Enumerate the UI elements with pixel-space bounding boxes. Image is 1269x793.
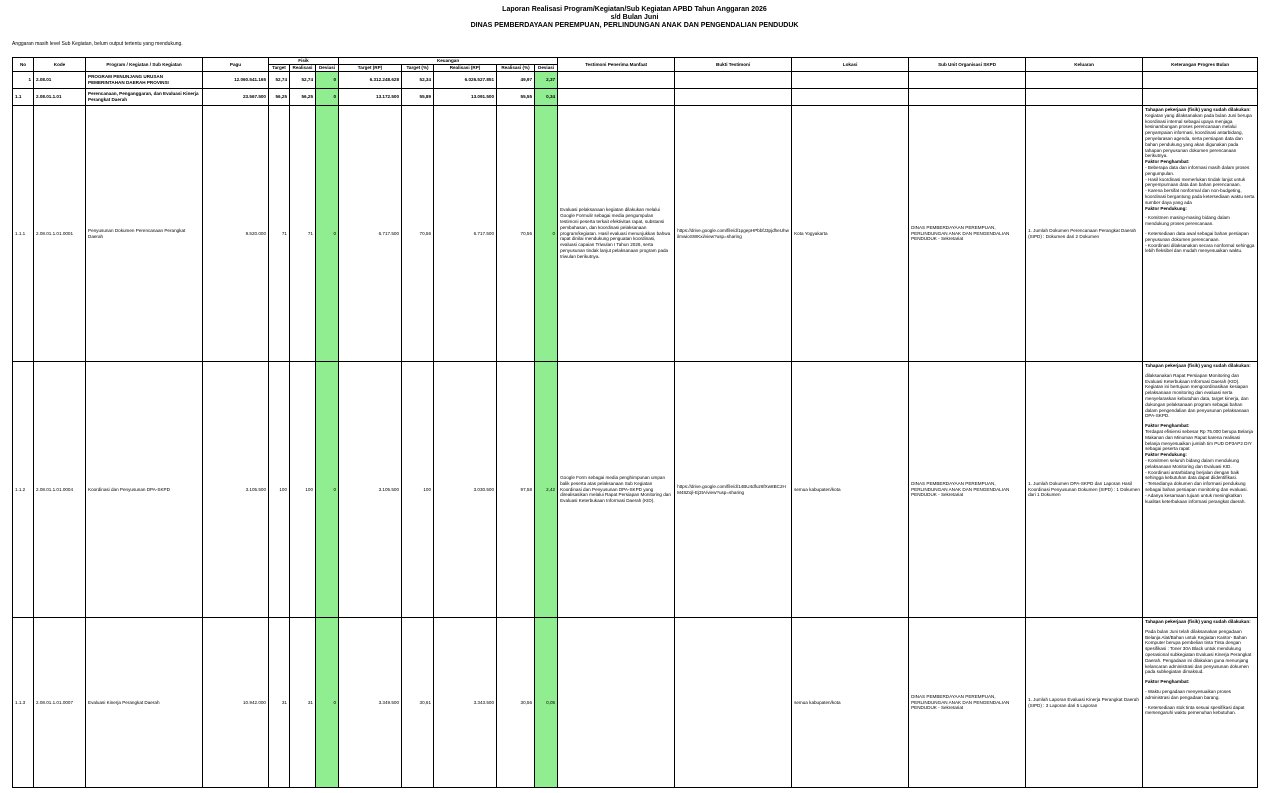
col-keu-deviasi: Deviasi <box>535 65 558 72</box>
progress-heading: Faktor Penghambat: <box>1145 159 1190 165</box>
cell-lokasi <box>792 89 909 106</box>
cell-keu-target-pct: 100 <box>402 362 434 618</box>
progress-line: - Koordinasi dilaksanakan secara nonformal sehingga lebih fleksibel dan mudah menyesuaikan waktu. <box>1145 242 1255 254</box>
cell-keu-deviasi: 2,42 <box>535 362 558 618</box>
col-keluaran: Keluaran <box>1026 58 1143 72</box>
progress-heading: Faktor Pendukung: <box>1145 452 1187 458</box>
cell-testimoni: Evaluasi pelaksanaan kegiatan dilakukan melalui Google Formulir sebagai media pengumpulan testimoni peserta terkait efektivitas rapat, substansi pembahasan, dan koordinasi pelaksanaan program/kegiatan. Hasil evaluasi menunjukkan bahwa rapat dinilai mendukung penguatan koordinasi, evaluasi capaian Triwulan I Tahun 2026, serta penyusunan tindak lanjut pelaksanaan program pada triwulan berikutnya. <box>558 106 675 362</box>
cell-keu-target-pct: 70,56 <box>402 106 434 362</box>
cell-keterangan <box>1143 72 1258 89</box>
cell-program: PROGRAM PENUNJANG URUSAN PEMERINTAHAN DAERAH PROVINSI <box>86 72 203 89</box>
cell-keu-target-pct: 30,61 <box>402 618 434 788</box>
report-note: Anggaran masih level Sub Kegiatan, belum output tertentu yang mendukung. <box>12 41 183 47</box>
progress-line: - Komitmen masing-masing bidang dalam mendukung proses perencanaan. <box>1145 215 1230 227</box>
cell-no: 1.1.1 <box>13 106 34 362</box>
cell-bukti <box>675 72 792 89</box>
col-lokasi: Lokasi <box>792 58 909 72</box>
cell-keu-target-rp: 3.105.500 <box>339 362 402 618</box>
cell-program: Penyusunan Dokumen Perencanaan Perangkat Daerah <box>86 106 203 362</box>
cell-no: 1.1.2 <box>13 362 34 618</box>
cell-bukti: https://drive.google.com/file/d/1pgepHPbbfJ3pjdheUhwilmwioSWKxi/view?usp=sharing <box>675 106 792 362</box>
cell-testimoni: Google Form sebagai media penghimpunan umpan balik peserta atas pelaksanaan Sub Kegiatan Koordinasi dan Penyusunan DPA-SKPD yang direalisasikan melalui Rapat Persiapan Monitoring dan Evaluasi Keterbukaan Informasi Daerah (KID). <box>558 362 675 618</box>
cell-keluaran: 1. Jumlah Dokumen Perencanaan Perangkat Daerah (SIPD) : Dokumen dari 2 Dokumen <box>1026 106 1143 362</box>
cell-no: 1.1 <box>13 89 34 106</box>
col-keu-target-pct: Target (%) <box>402 65 434 72</box>
cell-fisik-realisasi: 71 <box>290 106 316 362</box>
cell-keterangan <box>1143 106 1258 362</box>
cell-pagu: 3.105.500 <box>203 362 269 618</box>
cell-keluaran <box>1026 72 1143 89</box>
cell-fisik-deviasi: 0 <box>316 362 339 618</box>
cell-bukti <box>675 89 792 106</box>
progress-line: - Waktu pengadaan menyesuaikan proses administrasi dan pengadaan barang. <box>1145 688 1231 700</box>
cell-keu-target-rp: 3.349.500 <box>339 618 402 788</box>
cell-fisik-realisasi: 52,74 <box>290 72 316 89</box>
cell-subunit: DINAS PEMBERDAYAAN PEREMPUAN, PERLINDUNGAN ANAK DAN PENGENDALIAN PENDUDUK - Sekretariat <box>909 618 1026 788</box>
progress-line: - Ketersediaan data awal sebagai bahan persiapan penyusunan dokumen perencanaan. <box>1145 230 1249 242</box>
progress-heading: Tahapan pekerjaan (fisik) yang sudah dilakukan: <box>1145 107 1251 112</box>
col-fisik-realisasi: Realisasi <box>290 65 316 72</box>
cell-keu-realisasi-pct: 70,56 <box>497 106 535 362</box>
table-row <box>13 106 1258 362</box>
col-pagu: Pagu <box>203 58 269 72</box>
cell-keluaran: 1. Jumlah Laporan Evaluasi Kinerja Perangkat Daerah (SIPD) : 3 Laporan dari 5 Laporan <box>1026 618 1143 788</box>
cell-pagu: 12.060.541.165 <box>203 72 269 89</box>
cell-fisik-target: 71 <box>269 106 290 362</box>
cell-lokasi <box>792 72 909 89</box>
progress-heading: Faktor Pendukung: <box>1145 205 1187 211</box>
progress-heading: Tahapan pekerjaan (fisik) yang sudah dilakukan: <box>1145 619 1251 624</box>
cell-fisik-deviasi: 0 <box>316 72 339 89</box>
progress-line: - Beberapa data dan informasi masih dalam proses pengumpulan. <box>1145 164 1250 176</box>
progress-line: - Ketersediaan stok tinta sesuai spesifikasi dapat memengaruhi waktu pemenuhan kebutuhan. <box>1145 704 1245 716</box>
col-keuangan: Keuangan <box>339 58 558 65</box>
progress-heading: Tahapan pekerjaan (fisik) yang sudah dilakukan: <box>1145 363 1251 368</box>
cell-fisik-target: 56,25 <box>269 89 290 106</box>
cell-keterangan <box>1143 618 1258 788</box>
col-keterangan: Keterangan Progres Bulan <box>1143 58 1258 72</box>
cell-keu-target-rp: 6.312.248.628 <box>339 72 402 89</box>
cell-keterangan <box>1143 362 1258 618</box>
progress-line: - Hasil koordinasi memerlukan tindak lanjut untuk penyempurnaan data dan bahan perencanaan. <box>1145 176 1246 188</box>
cell-keu-target-pct: 55,89 <box>402 89 434 106</box>
cell-kode: 2.08.01.1.01.0001 <box>34 106 86 362</box>
cell-program: Evaluasi Kinerja Perangkat Daerah <box>86 618 203 788</box>
cell-keluaran: 1. Jumlah Dokumen DPA-SKPD dan Laporan Hasil Koordinasi Penyusunan Dokumen (SIPD) : 1 Dokumen dari 1 Dokumen <box>1026 362 1143 618</box>
table-row <box>13 362 1258 618</box>
table-row <box>13 618 1258 788</box>
cell-subunit <box>909 89 1026 106</box>
cell-fisik-realisasi: 31 <box>290 618 316 788</box>
cell-keu-realisasi-rp: 6.026.527.851 <box>434 72 497 89</box>
col-subunit: Sub Unit Organisasi SKPD <box>909 58 1026 72</box>
cell-keu-deviasi: 2,37 <box>535 72 558 89</box>
cell-subunit: DINAS PEMBERDAYAAN PEREMPUAN, PERLINDUNGAN ANAK DAN PENGENDALIAN PENDUDUK - Sekretariat <box>909 106 1026 362</box>
col-keu-realisasi-pct: Realisasi (%) <box>497 65 535 72</box>
cell-keu-target-pct: 52,34 <box>402 72 434 89</box>
cell-fisik-target: 31 <box>269 618 290 788</box>
cell-keu-realisasi-rp: 13.091.500 <box>434 89 497 106</box>
cell-keluaran <box>1026 89 1143 106</box>
cell-testimoni <box>558 618 675 788</box>
cell-keu-deviasi: 0,34 <box>535 89 558 106</box>
cell-keu-realisasi-pct: 49,97 <box>497 72 535 89</box>
cell-fisik-realisasi: 56,25 <box>290 89 316 106</box>
cell-fisik-target: 100 <box>269 362 290 618</box>
cell-keu-realisasi-pct: 30,56 <box>497 618 535 788</box>
cell-program: Perencanaan, Penganggaran, dan Evaluasi Kinerja Perangkat Daerah <box>86 89 203 106</box>
cell-pagu: 23.567.500 <box>203 89 269 106</box>
cell-fisik-realisasi: 100 <box>290 362 316 618</box>
report-table <box>12 57 1258 788</box>
col-fisik-deviasi: Deviasi <box>316 65 339 72</box>
cell-bukti <box>675 618 792 788</box>
cell-kode: 2.08.01.1.01.0004 <box>34 362 86 618</box>
cell-keu-realisasi-pct: 55,55 <box>497 89 535 106</box>
col-fisik-target: Target <box>269 65 290 72</box>
progress-line: dilaksanakan Rapat Persiapan Monitoring dan Evaluasi Keterbukaan Informasi Daerah (KID). Kegiatan ini bertujuan mengoordinasikan kesiapan pelaksanaan monitoring dan evaluasi serta menyelaraskan kebutuhan data, target kinerja, dan dukungan pelaksanaan program sebagai bahan dalam pengendalian dan penyusunan pelaksanaan DPA-SKPD. <box>1145 372 1250 419</box>
cell-kode: 2.08.01.1.01.0007 <box>34 618 86 788</box>
cell-fisik-deviasi: 0 <box>316 106 339 362</box>
cell-no: 1.1.3 <box>13 618 34 788</box>
cell-lokasi: Kota Yogyakarta <box>792 106 909 362</box>
progress-line: - Karena bersifat nonformal dan non-budgeting, koordinasi bergantung pada ketersediaan waktu serta sumber daya yang ada <box>1145 188 1255 205</box>
col-kode: Kode <box>34 58 86 72</box>
cell-lokasi: semua kabupaten/kota <box>792 362 909 618</box>
cell-keu-target-rp: 6.717.500 <box>339 106 402 362</box>
col-keu-target-rp: Target (RP) <box>339 65 402 72</box>
cell-fisik-target: 52,74 <box>269 72 290 89</box>
col-no: No <box>13 58 34 72</box>
cell-bukti: https://drive.google.com/file/d/14BU4dfuz6fXw8BC2HM48Zojl-Ej3tA/view?usp=sharing <box>675 362 792 618</box>
cell-keu-realisasi-rp: 3.343.500 <box>434 618 497 788</box>
progress-line: - Komitmen seluruh bidang dalam mendukung pelaksanaan Monitoring dan Evaluasi KID. <box>1145 457 1240 469</box>
cell-subunit: DINAS PEMBERDAYAAN PEREMPUAN, PERLINDUNGAN ANAK DAN PENGENDALIAN PENDUDUK - Sekretariat <box>909 362 1026 618</box>
report-title: Laporan Realisasi Program/Kegiatan/Sub Kegiatan APBD Tahun Anggaran 2026 <box>502 6 767 13</box>
col-fisik: Fisik <box>269 58 339 65</box>
table-row <box>13 72 1258 89</box>
col-bukti: Bukti Testimoni <box>675 58 792 72</box>
report-period: s/d Bulan Juni <box>610 14 659 21</box>
cell-keu-target-rp: 13.172.500 <box>339 89 402 106</box>
col-program: Program / Kegiatan / Sub Kegiatan <box>86 58 203 72</box>
cell-keu-deviasi: 0,05 <box>535 618 558 788</box>
cell-keu-deviasi: 0 <box>535 106 558 362</box>
cell-subunit <box>909 72 1026 89</box>
progress-line: - Adanya kesamaan tujuan untuk meningkatkan kualitas keterbukaan informasi perangkat daerah. <box>1145 492 1246 504</box>
cell-pagu: 9.520.000 <box>203 106 269 362</box>
col-keu-realisasi-rp: Realisasi (RP) <box>434 65 497 72</box>
cell-testimoni <box>558 72 675 89</box>
cell-lokasi: semua kabupaten/kota <box>792 618 909 788</box>
cell-keu-realisasi-rp: 6.717.500 <box>434 106 497 362</box>
col-testimoni: Testimoni Penerima Manfaat <box>558 58 675 72</box>
progress-heading: Faktor Penghambat: <box>1145 679 1190 685</box>
cell-pagu: 10.942.000 <box>203 618 269 788</box>
cell-fisik-deviasi: 0 <box>316 89 339 106</box>
cell-program: Koordinasi dan Penyusunan DPA-SKPD <box>86 362 203 618</box>
progress-line: Terdapat efisiensi sebesar Rp 75.000 berupa Belanja Makanan dan Minuman Rapat karena realisasi belanja menyesuaikan jumlah tim PUD DP3AP2 DIY sebagai peserta rapat <box>1145 428 1254 452</box>
progress-line: - Tersedianya dokumen dan informasi pendukung sebagai bahan persiapan monitoring dan evaluasi. <box>1145 481 1248 492</box>
cell-keu-realisasi-rp: 3.030.500 <box>434 362 497 618</box>
cell-keu-realisasi-pct: 97,58 <box>497 362 535 618</box>
cell-testimoni <box>558 89 675 106</box>
cell-kode: 2.08.01 <box>34 72 86 89</box>
report-agency: DINAS PEMBERDAYAAN PEREMPUAN, PERLINDUNGAN ANAK DAN PENGENDALIAN PENDUDUK <box>470 22 799 29</box>
cell-fisik-deviasi: 0 <box>316 618 339 788</box>
progress-line: Pada bulan Juni telah dilaksanakan pengadaan Belanja Alat/Bahan untuk Kegiatan Kantor- Bahan Komputer berupa pembelian tinta Tinta dengan spesifikasi : Toner 30A Black untuk mendukung operasional subkegiatan Evaluasi Kinerja Perangkat Daerah. Pengadaan ini dilakukan guna menunjang kelancaran administrasi dan penyusunan dokumen pada subkegiatan dimaksud. <box>1145 628 1252 675</box>
table-row <box>13 89 1258 106</box>
cell-kode: 2.08.01.1.01 <box>34 89 86 106</box>
progress-line: - Koordinasi antarbidang berjalan dengan baik sehingga kebutuhan data dapat diidentifikasi. <box>1145 469 1240 481</box>
progress-line: Kegiatan yang dilaksanakan pada bulan Juni berupa koordinasi internal sebagai upaya menjaga kesinambungan proses perencanaan melalui penyampaian informasi, koordinasi antarbidang, penyelarasan agenda, serta persiapan data dan bahan pendukung yang akan digunakan pada tahapan penyusunan dokumen perencanaan berikutnya. <box>1145 112 1252 159</box>
cell-no: 1 <box>13 72 34 89</box>
cell-keterangan <box>1143 89 1258 106</box>
progress-heading: Faktor Penghambat: <box>1145 423 1190 429</box>
